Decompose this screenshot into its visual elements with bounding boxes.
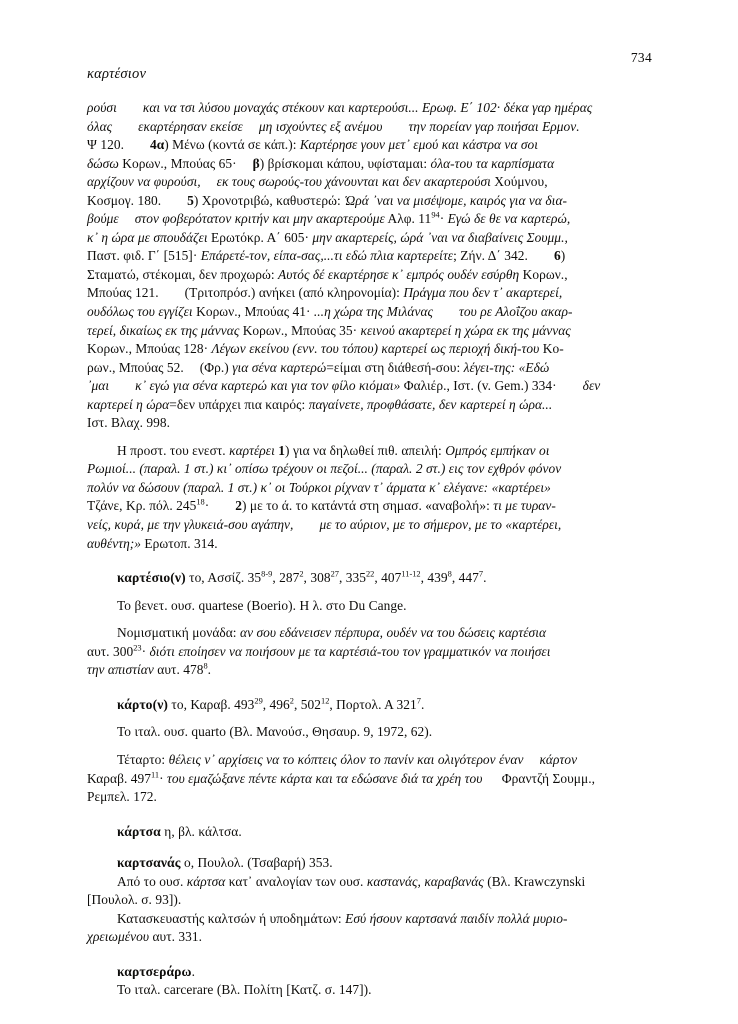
page-body <box>87 99 653 1000</box>
text-line: όλας εκαρτέρησαν εκείσε μη ισχούντες εξ ανέμου την πορείαν γαρ ποιήσαι Ερμον. <box>87 118 580 134</box>
etymology-line: Το ιταλ. carcerare (Βλ. Πολίτη [Κατζ. σ. 147]). <box>117 982 372 998</box>
sense-marker: 5 <box>187 192 194 208</box>
text-line: Παστ. φιδ. Γ΄ [515]· Επάρετέ-τον, είπα-σας,...τι εδώ πλια καρτερείτε; Ζήν. Δ΄ 342. 6) <box>87 248 566 264</box>
reference-superscript: 11-12 <box>401 569 421 579</box>
text-line: αυθέντη;» Ερωτοπ. 314. <box>87 535 218 551</box>
entry-headword-line: κάρτσα η, βλ. κάλτσα. <box>117 823 242 839</box>
sense-marker: 4α <box>149 137 165 153</box>
text-line: νείς, κυρά, με την γλυκειά-σου αγάπην, με το αύριον, με το σήμερον, με το «καρτέρει, <box>87 517 562 533</box>
text-line: την απιστίαν αυτ. $478^8$. <box>87 661 212 678</box>
text-line: Ψ 120. 4α) Μένω (κοντά σε κάπ.): Καρτέρησε γουν μετ᾽ εμού και κάστρα να σοι <box>87 137 539 153</box>
entry-kartsa <box>87 823 653 842</box>
entry-gap <box>87 841 653 854</box>
entry-headword: καρτέσιο(ν) <box>117 570 186 586</box>
reference-superscript: 29 <box>254 696 263 706</box>
reference-superscript: 23 <box>133 643 142 653</box>
text-line: δώσω Κορων., Μπούας 65· β) βρίσκομαι κάπου, υφίσταμαι: όλα-του τα καρπίσματα <box>87 155 555 171</box>
running-head <box>87 50 652 80</box>
reference-superscript: 8 <box>203 661 208 671</box>
text-line: βούμε στον φοβερότατον κριτήν και μην ακαρτερούμε Αλφ. $11^{94}\cdot E\gamma ώ$ δε θε να καρτερώ, <box>87 210 571 227</box>
text-line: Κατασκευαστής καλτσών ή υποδημάτων: Εσύ ήσουν καρτσανά παιδίν πολλά μυριο- <box>117 910 568 926</box>
text-line: Από το ουσ. κάρτσα κατ᾽ αναλογίαν των ουσ. καστανάς, καραβανάς (Βλ. Krawczynski <box>117 873 586 889</box>
entry-kartserapo <box>87 963 653 1000</box>
reference-superscript: 2 <box>299 569 304 579</box>
text-line: καρτερεί η ώρα=δεν υπάρχει πια καιρός: παγαίνετε, προφθάσατε, δεν καρτερεί η ώρα... <box>87 396 553 412</box>
paragraph-gap <box>87 433 653 442</box>
reference-superscript: 2 <box>289 696 294 706</box>
entry-kartesio <box>87 569 653 680</box>
line-gap <box>87 588 653 597</box>
text-line: Ιστ. Βλαχ. 998. <box>87 415 171 431</box>
reference-superscript: 7 <box>416 696 421 706</box>
entry-headword-line: κάρτο(ν) το, Καραβ. $493^{29}$, $496^2$, $502^{12}$, Πορτολ. Α $321^7$. <box>117 696 425 712</box>
text-line: πολύν να δώσουν (παραλ. 1 στ.) κ᾽ οι Τούρκοι ρίχναν τ᾽ άρματα κ᾽ ελέγανε: «καρτέρει» <box>87 479 551 495</box>
text-line: ουδόλως του εγγίζει Κορων., Μπούας 41· ...η χώρα της Μιλάνας του ρε Αλοΐζου ακαρ- <box>87 304 573 320</box>
entry-gap <box>87 947 653 963</box>
text-line: [Πουλολ. σ. 93]). <box>87 892 182 908</box>
reference-superscript: 22 <box>365 569 375 579</box>
text-line: κ᾽ η ώρα με σπουδάζει Ερωτόκρ. Α΄ 605· μην ακαρτερείς, ώρά ᾽ναι να διαβαίνεις Σουμμ., <box>87 229 568 245</box>
sense-marker: 1 <box>278 442 286 458</box>
reference-superscript: 12 <box>321 696 330 706</box>
reference-superscript: 27 <box>330 569 339 579</box>
reference-superscript: 18 <box>196 498 205 508</box>
text-line: αυτ. $300^{23}\cdot \delta\iota ό\tau\iota$ εποίησεν να ποιήσουν με τα καρτέσιά-του τον γραμματικόν να ποιήσει <box>87 643 551 659</box>
page-number: 734 <box>630 50 652 65</box>
entry-gap <box>87 553 653 569</box>
entry-headword-line: καρτσεράρω. <box>117 963 195 979</box>
sense-marker: 2 <box>235 498 242 514</box>
line-gap <box>87 742 653 751</box>
sense-marker: 6 <box>553 248 561 264</box>
text-line: Κοσμογ. 180. 5) Χρονοτριβώ, καθυστερώ: Ὡρά ᾽ναι να μισέψομε, καιρός για να δια- <box>87 192 568 208</box>
text-line: Τζάνε, Κρ. πόλ. $245^{18}\cdot 2$) με το ά. το κατάντά στη σημασ. «αναβολή»: τι με τυραν- <box>87 498 556 514</box>
reference-superscript: 94 <box>431 210 440 220</box>
entry-karto <box>87 696 653 807</box>
entry-headword: κάρτο(ν) <box>117 696 169 712</box>
entry-headword: καρτσεράρω <box>117 963 192 979</box>
text-line: Η προστ. του ενεστ. καρτέρει 1) για να δηλωθεί πιθ. απειλή: Ομπρός εμπήκαν οι <box>117 442 550 458</box>
text-line: χρειωμένου αυτ. 331. <box>87 929 203 945</box>
entry-headword-line: καρτσανάς ο, Πουλολ. (Τσαβαρή) 353. <box>117 855 333 871</box>
text-line: τερεί, δικαίως εκ της μάννας Κορων., Μπούας 35· κεινού ακαρτερεί η χώρα εκ της μάννας <box>87 322 571 338</box>
imperative-paragraph <box>87 442 653 553</box>
text-line: Σταματώ, στέκομαι, δεν προχωρώ: Αυτός δέ εκαρτέρησε κ᾽ εμπρός ουδέν εσύρθη Κορων., <box>87 266 568 282</box>
reference-superscript: 7 <box>478 569 484 579</box>
entry-headword: καρτσανάς <box>117 855 181 871</box>
text-line: Μπούας 121. (Τριτοπρόσ.) ανήκει (από κληρονομία): Πράγμα που δεν τ᾽ ακαρτερεί, <box>87 285 563 301</box>
entry-headword: κάρτσα <box>117 823 161 839</box>
reference-superscript: 11 <box>150 770 160 780</box>
continued-entry <box>87 99 653 433</box>
entry-gap <box>87 680 653 696</box>
text-line: αρχίζουν να φυρούσι, εκ τους σωρούς-του χάνουνται και δεν ακαρτερούσι Χούμνου, <box>87 174 548 190</box>
reference-superscript: 8 <box>447 569 452 579</box>
text-line: Ρωμιοί... (παραλ. 1 στ.) κι᾽ οπίσω τρέχουν οι πεζοί... (παραλ. 2 στ.) εις τον εχθρόν φόνον <box>87 461 562 477</box>
text-line: Καραβ. $497^{11}\cdot \tau o\upsilon$ εμαζώξανε πέντε κάρτα και τα εδώσανε διά τα χρέη του Φραντζή Σουμμ., <box>87 770 596 786</box>
text-line: ρούσι και να τσι λύσου μοναχάς στέκουν και καρτερούσι... Ερωφ. Ε΄ 102· δέκα γαρ ημέρας <box>87 100 593 115</box>
sense-marker: β <box>252 155 260 171</box>
line-gap <box>87 714 653 723</box>
line-gap <box>87 615 653 624</box>
running-headword: καρτέσιον <box>87 66 147 82</box>
text-line: ᾽μαι κ᾽ εγώ για σένα καρτερώ και για τον φίλο κιόμαι» Φαλιέρ., Ιστ. (v. Gem.) 334· δεν <box>87 378 601 394</box>
text-line: Ρεμπελ. 172. <box>87 789 157 805</box>
text-line: Κορων., Μπούας 128· Λέγων εκείνου (ενν. του τόπου) καρτερεί ως περιοχή δική-του Κο- <box>87 341 564 357</box>
entry-gap <box>87 807 653 823</box>
text-line: Νομισματική μονάδα: αν σου εδάνεισεν πέρπυρα, ουδέν να του δώσεις καρτέσια <box>117 625 547 641</box>
text-line: ρων., Μπούας 52. (Φρ.) για σένα καρτερώ=είμαι στη διάθεσή-σου: λέγει-της: «Εδώ <box>87 359 550 375</box>
entry-headword-line: καρτέσιο(ν) το, Ασσίζ. 35$^{8-9}$, $287^2$, $308^{27}$, $335^{22}$, 407$^{11-12}$, $439^8$, $447^7$. <box>117 569 487 586</box>
etymology-line: Το βενετ. ουσ. quartese (Boerio). Η λ. στο Du Cange. <box>117 597 407 613</box>
reference-superscript: 8-9 <box>261 569 273 579</box>
text-line: Τέταρτο: θέλεις ν᾽ αρχίσεις να το κόπτεις όλον το πανίν και ολιγότερον έναν κάρτον <box>117 751 578 767</box>
entry-kartsanas <box>87 854 653 947</box>
etymology-line: Το ιταλ. ουσ. quarto (Βλ. Μανούσ., Θησαυρ. 9, 1972, 62). <box>117 724 433 740</box>
